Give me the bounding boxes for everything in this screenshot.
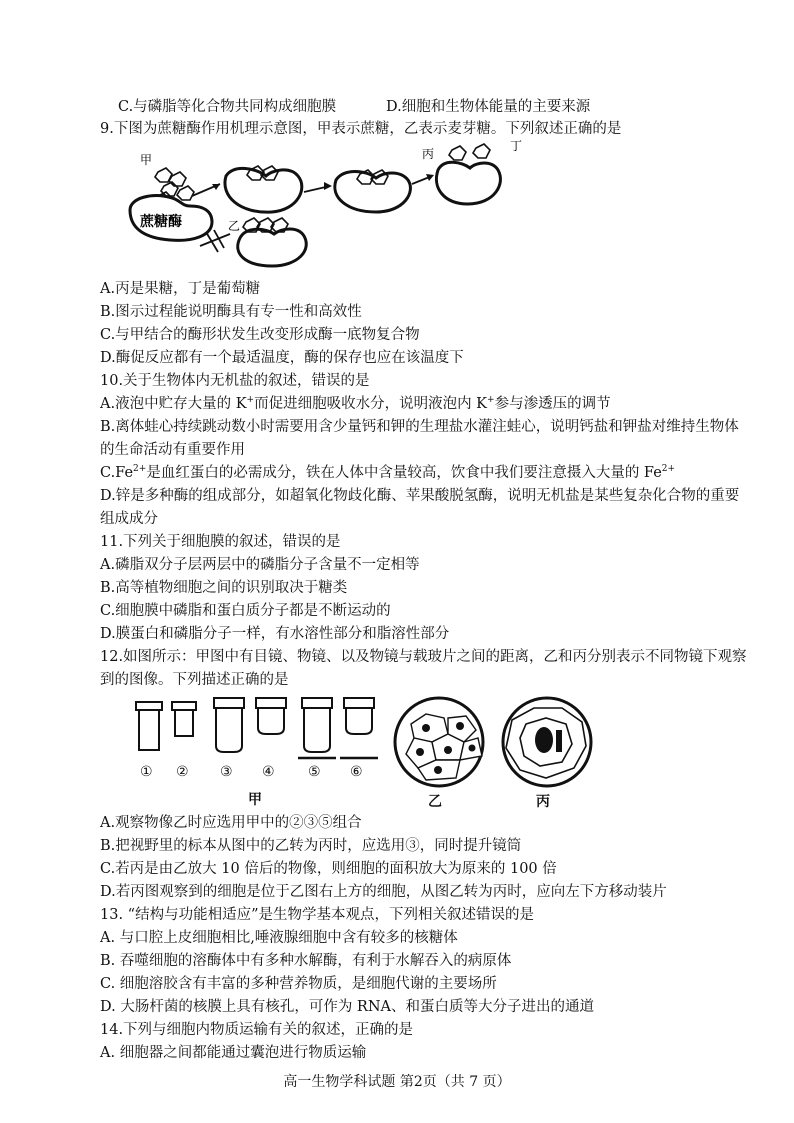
fig9-label-jia: 甲 <box>140 153 153 167</box>
q10-option-b: B.离体蛙心持续跳动数小时需要用含少量钙和钾的生理盐水灌注蛙心，说明钙盐和钾盐对维持生物体的生命活动有重要作用 <box>100 419 739 458</box>
fig9-label-bing: 丙 <box>422 147 435 161</box>
objective-3-icon <box>214 698 244 752</box>
q12-option-a: A.观察物像乙时应选用甲中的②③⑤组合 <box>100 815 362 831</box>
q11-option-b: B.高等植物细胞之间的识别取决于糖类 <box>100 580 348 596</box>
q10-a-post: 参与渗透压的调节 <box>494 396 611 412</box>
q9-option-b: B.图示过程能说明酶具有专一性和高效性 <box>100 304 362 320</box>
objective-6-icon <box>344 698 374 734</box>
q12-option-c: C.若丙是由乙放大 10 倍后的物像，则细胞的面积放大为原来的 100 倍 <box>100 861 557 877</box>
q11-option-a: A.磷脂双分子层两层中的磷脂分子含量不一定相等 <box>100 557 420 573</box>
q12-option-d: D.若丙图观察到的细胞是位于乙图右上方的细胞，从图乙转为丙时，应向左下方移动装片 <box>100 884 667 900</box>
lens-num-4: ④ <box>262 764 275 780</box>
q10-c-pre: C.Fe <box>100 465 134 481</box>
q9-option-a: A.丙是果糖，丁是葡萄糖 <box>100 281 261 297</box>
q10-stem: 10.关于生物体内无机盐的叙述，错误的是 <box>100 373 370 389</box>
q9-option-c: C.与甲结合的酶形状发生改变形成酶一底物复合物 <box>100 327 420 343</box>
q10-option-d: D.锌是多种酶的组成部分，如超氧化物歧化酶、苹果酸脱氢酶，说明无机盐是某些复杂化合物的重要组成成分 <box>100 488 740 527</box>
q12-stem: 12.如图所示：甲图中有目镜、物镜、以及物镜与载玻片之间的距离，乙和丙分别表示不同物镜下观察到的图像。下列描述正确的是 <box>100 649 747 688</box>
fig9-enzyme-label: 蔗糖酶 <box>140 214 182 230</box>
q14-option-a: A. 细胞器之间都能通过囊泡进行物质运输 <box>100 1045 367 1061</box>
field-of-view-bing <box>503 698 591 786</box>
q14-stem: 14.下列与细胞内物质运输有关的叙述，正确的是 <box>100 1022 414 1038</box>
field-of-view-yi <box>395 698 483 786</box>
q8-option-c: C.与磷脂等化合物共同构成细胞膜 <box>118 99 337 115</box>
q13-option-c: C. 细胞溶胶含有丰富的多种营养物质，是细胞代谢的主要场所 <box>100 976 497 992</box>
q10-option-a <box>100 393 611 416</box>
q10-a-sup2: + <box>487 395 495 406</box>
q13-option-d: D. 大肠杆菌的核膜上具有核孔，可作为 RNA、和蛋白质等大分子进出的通道 <box>100 999 595 1015</box>
q13-option-b: B. 吞噬细胞的溶酶体中有多种水解酶，有利于水解吞入的病原体 <box>100 953 512 969</box>
fig9-label-yi: 乙 <box>228 219 241 233</box>
released-enzyme-shape <box>436 162 500 204</box>
q10-c-sup: 2+ <box>133 464 147 475</box>
eyepiece-2-icon <box>172 702 196 736</box>
q11-option-d: D.膜蛋白和磷脂分子一样，有水溶性部分和脂溶性部分 <box>100 626 450 642</box>
lens-num-6: ⑥ <box>350 764 363 780</box>
q10-option-c <box>100 462 675 485</box>
q10-a-mid: 而促进细胞吸收水分，说明液泡内 K <box>254 396 488 412</box>
fig9-label-ding: 丁 <box>510 140 522 153</box>
eyepiece-1-icon <box>136 702 162 750</box>
lens-num-2: ② <box>176 764 189 780</box>
q8-option-d: D.细胞和生物体能量的主要来源 <box>386 99 591 115</box>
objective-4-icon <box>256 698 286 734</box>
fig12-label-yi: 乙 <box>428 794 442 810</box>
product-monosaccharides-icon <box>449 144 490 160</box>
q9-option-d: D.酶促反应都有一个最适温度，酶的保存也应在该温度下 <box>100 350 464 366</box>
q9-stem: 9.下图为蔗糖酶作用机理示意图，甲表示蔗糖，乙表示麦芽糖。下列叙述正确的是 <box>100 121 622 137</box>
lens-num-5: ⑤ <box>308 764 321 780</box>
q11-stem: 11.下列关于细胞膜的叙述，错误的是 <box>100 534 341 550</box>
arrow-2-head <box>324 182 332 190</box>
page-footer: 高一生物学科试题 第2页（共 7 页） <box>283 1074 511 1090</box>
q13-option-a: A. 与口腔上皮细胞相比,唾液腺细胞中含有较多的核糖体 <box>100 930 458 946</box>
fig12-label-jia: 甲 <box>248 792 262 808</box>
microscope-lens-figure <box>126 694 596 812</box>
sucrase-mechanism-figure <box>122 140 522 270</box>
q12-option-b: B.把视野里的标本从图中的乙转为丙时，应选用③，同时提升镜筒 <box>100 838 522 854</box>
fig12-label-bing: 丙 <box>536 794 550 810</box>
q10-c-mid: 是血红蛋白的必需成分，铁在人体中含量较高，饮食中我们要注意摄入大量的 Fe <box>146 465 662 481</box>
q10-a-sup: + <box>246 395 255 406</box>
q10-a-pre: A.液泡中贮存大量的 K <box>100 396 247 412</box>
lens-num-1: ① <box>140 764 153 780</box>
enzyme-with-maltose-shape <box>238 229 306 266</box>
q10-c-sup2: 2+ <box>661 464 676 475</box>
objective-5-icon <box>302 698 332 752</box>
q11-option-c: C.细胞膜中磷脂和蛋白质分子都是不断运动的 <box>100 603 391 619</box>
lens-num-3: ③ <box>220 764 233 780</box>
q13-stem: 13. “结构与功能相适应”是生物学基本观点，下列相关叙述错误的是 <box>100 907 534 923</box>
